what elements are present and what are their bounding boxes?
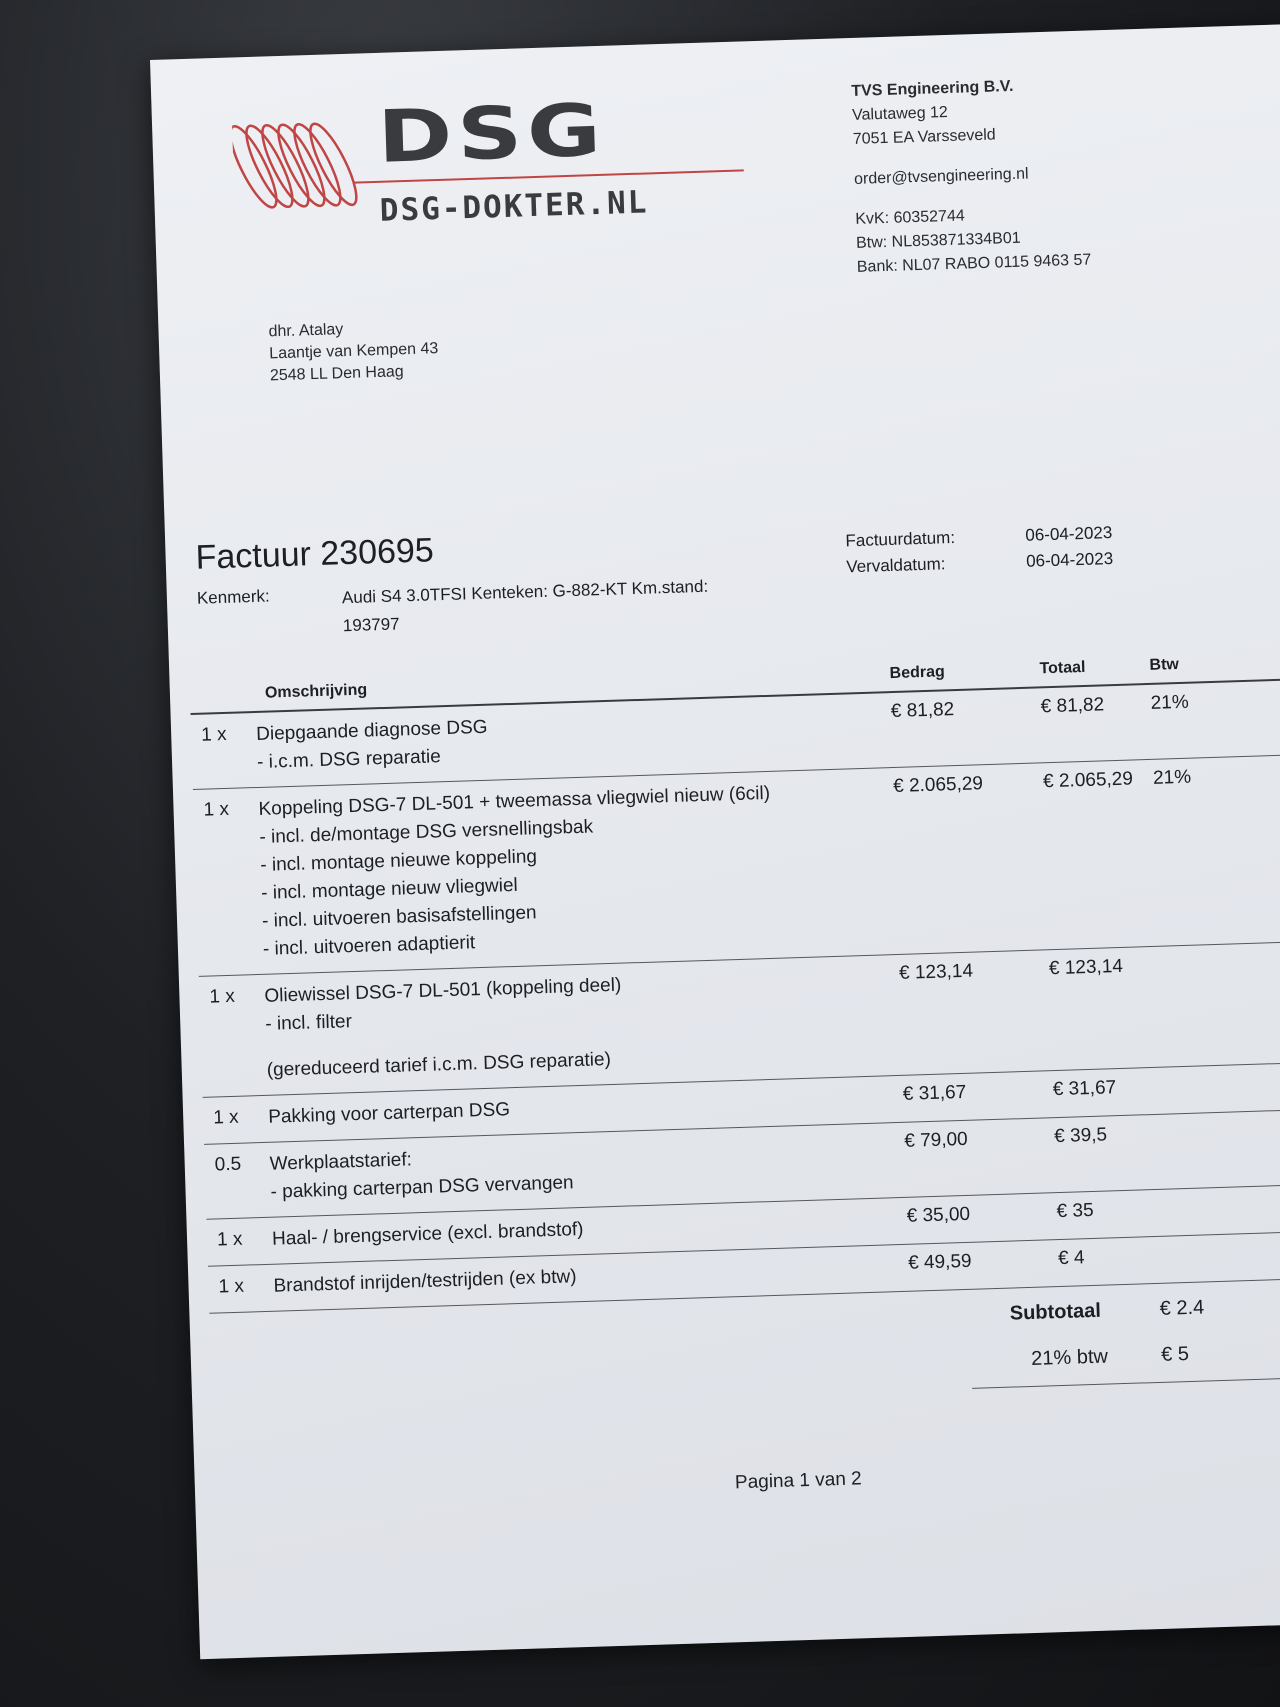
company-city: 7051 EA Varsseveld <box>852 126 996 148</box>
row-quantity: 1 x <box>203 798 230 821</box>
company-kvk: KvK: 60352744 <box>855 207 965 228</box>
company-email: order@tvsengineering.nl <box>853 165 1029 188</box>
description-line: - incl. uitvoeren adaptierit <box>262 932 476 960</box>
invoice-title: Factuur 230695 <box>195 531 435 577</box>
row-bedrag: € 123,14 <box>898 960 974 984</box>
row-quantity: 1 x <box>212 1106 239 1129</box>
subtotal-value: € 2.4 <box>1159 1296 1205 1320</box>
invoice-paper <box>150 23 1280 1659</box>
description-line: Werkplaatstarief: <box>269 1149 413 1175</box>
coil-logo-icon <box>232 108 365 222</box>
row-description <box>258 762 1280 964</box>
row-totaal: € 4 <box>1057 1247 1085 1270</box>
description-line: (gereduceerd tarief i.c.m. DSG reparatie) <box>266 1049 612 1081</box>
customer-address <box>268 316 439 387</box>
factuurdatum-label: Factuurdatum: <box>845 527 956 551</box>
description-line: Diepgaande diagnose DSG <box>255 716 488 745</box>
description-line: Haal- / brengservice (excl. brandstof) <box>271 1218 584 1250</box>
row-totaal: € 123,14 <box>1048 955 1124 980</box>
company-bank: Bank: NL07 RABO 0115 9463 57 <box>856 251 1092 276</box>
description-line: - incl. de/montage DSG versnellingsbak <box>259 816 594 848</box>
vervaldatum-value: 06-04-2023 <box>1025 548 1114 571</box>
page-number: Pagina 1 van 2 <box>734 1468 863 1494</box>
description-line: - incl. montage nieuwe koppeling <box>260 846 538 876</box>
row-bedrag: € 35,00 <box>906 1203 971 1227</box>
kenmerk-line: 193797 <box>342 614 400 636</box>
company-name: TVS Engineering B.V. <box>851 77 1014 100</box>
row-btw: 21% <box>1152 766 1192 789</box>
description-line: - pakking carterpan DSG vervangen <box>270 1172 574 1203</box>
row-quantity: 1 x <box>218 1275 245 1298</box>
row-totaal: € 81,82 <box>1040 694 1105 718</box>
description-line: Brandstof inrijden/testrijden (ex btw) <box>273 1266 577 1297</box>
factuurdatum-value: 06-04-2023 <box>1025 523 1113 545</box>
header-btw: Btw <box>1149 655 1180 674</box>
row-bedrag: € 2.065,29 <box>892 773 984 798</box>
row-quantity: 1 x <box>216 1228 243 1251</box>
description-line: - incl. filter <box>265 1011 353 1035</box>
header-omschrijving: Omschrijving <box>264 681 368 702</box>
vervaldatum-label: Vervaldatum: <box>845 554 946 577</box>
vat-value: € 5 <box>1160 1343 1190 1366</box>
row-bedrag: € 49,59 <box>907 1250 972 1274</box>
row-bedrag: € 31,67 <box>902 1081 967 1105</box>
header-bedrag: Bedrag <box>889 663 946 683</box>
kenmerk-line: Audi S4 3.0TFSI Kenteken: G-882-KT Km.stand: <box>341 576 709 608</box>
row-bedrag: € 81,82 <box>890 699 955 723</box>
vat-label: 21% btw <box>1030 1345 1109 1370</box>
invoice-dates <box>845 520 1113 580</box>
company-address <box>851 73 1092 280</box>
subtotal-label: Subtotaal <box>1009 1299 1102 1325</box>
kenmerk-label: Kenmerk: <box>196 586 270 608</box>
table-row <box>193 754 1280 977</box>
description-line: - i.c.m. DSG reparatie <box>256 746 442 773</box>
brand-url: DSG-DOKTER.NL <box>379 184 649 229</box>
row-quantity: 1 x <box>209 985 236 1008</box>
customer-city: 2548 LL Den Haag <box>269 363 404 385</box>
row-totaal: € 39,5 <box>1053 1124 1108 1148</box>
header-totaal: Totaal <box>1039 658 1086 678</box>
row-quantity: 0.5 <box>214 1153 242 1176</box>
description-line: Koppeling DSG-7 DL-501 + tweemassa vliegwiel nieuw (6cil) <box>258 782 771 820</box>
row-btw: 21% <box>1150 691 1190 714</box>
brand-name: DSG <box>376 87 608 179</box>
description-line: - incl. uitvoeren basisafstellingen <box>261 902 537 932</box>
description-line: Pakking voor carterpan DSG <box>267 1099 511 1128</box>
row-quantity: 1 x <box>200 723 227 746</box>
row-bedrag: € 79,00 <box>904 1128 969 1152</box>
invoice-table <box>189 643 1280 1413</box>
customer-name: dhr. Atalay <box>268 321 344 341</box>
company-street: Valutaweg 12 <box>851 103 949 124</box>
customer-street: Laantje van Kempen 43 <box>269 340 439 363</box>
description-line: - incl. montage nieuw vliegwiel <box>260 874 519 904</box>
row-totaal: € 2.065,29 <box>1042 768 1134 793</box>
description-line: Oliewissel DSG-7 DL-501 (koppeling deel) <box>264 974 622 1007</box>
row-totaal: € 31,67 <box>1052 1077 1117 1101</box>
kenmerk-value <box>342 571 764 640</box>
company-btw: Btw: NL853871334B01 <box>855 229 1021 252</box>
row-totaal: € 35 <box>1056 1199 1094 1223</box>
